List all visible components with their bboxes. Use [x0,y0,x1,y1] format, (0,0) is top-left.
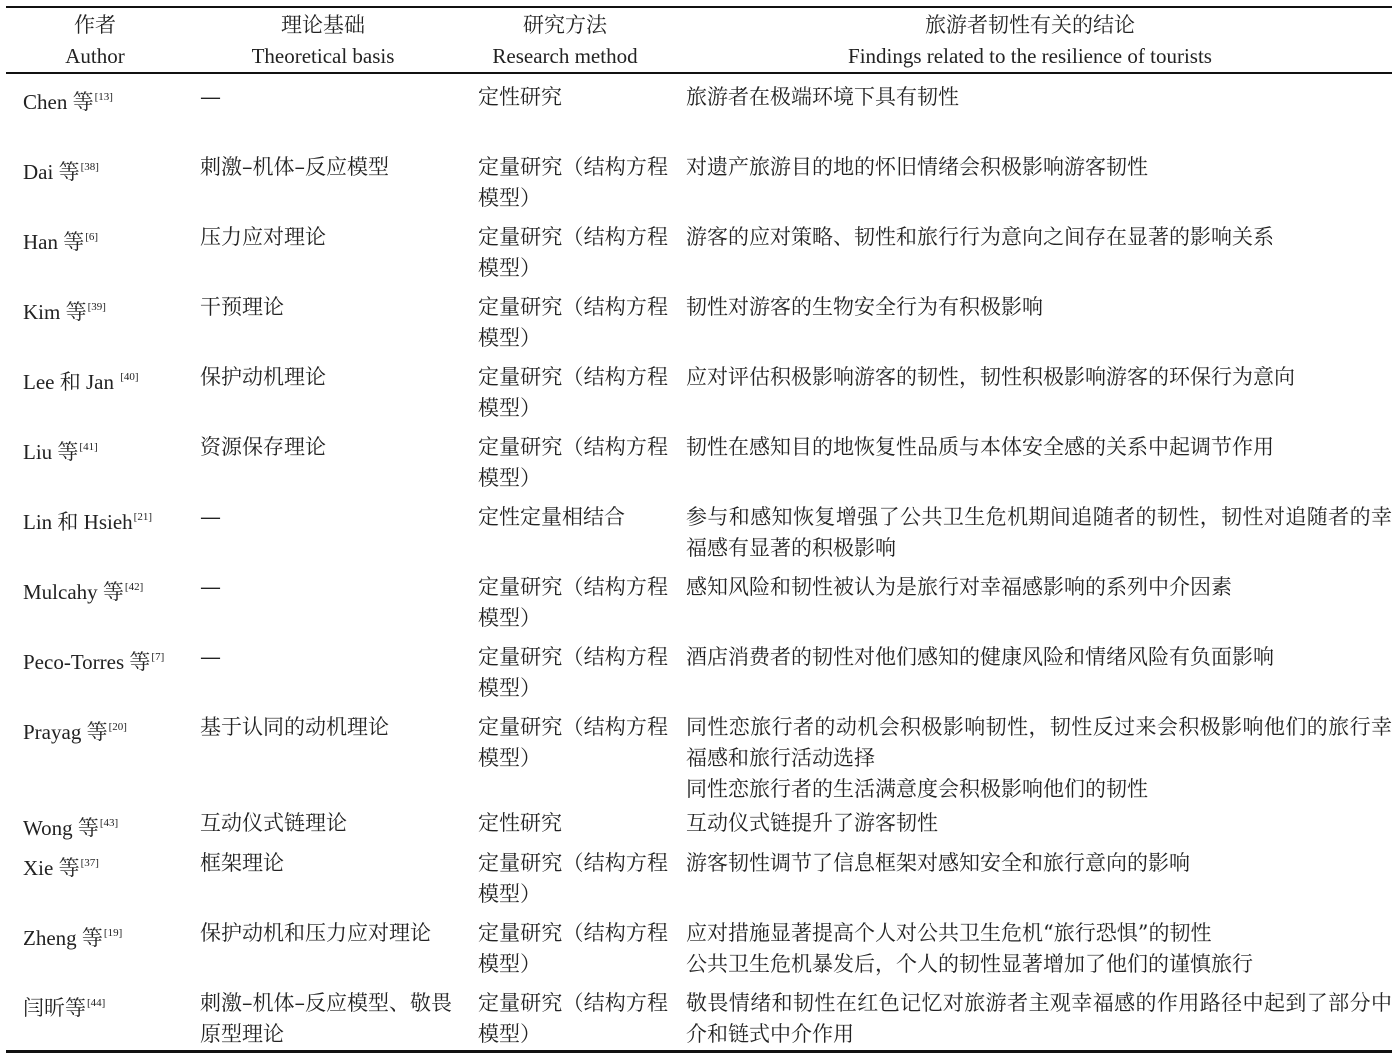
method-cell: 定量研究（结构方程模型） [478,435,668,490]
theory-cell: — [200,505,221,529]
author-name: Mulcahy 等 [23,580,124,604]
method-cell: 定量研究（结构方程模型） [478,365,668,420]
finding-item: 同性恋旅行者的动机会积极影响韧性，韧性反过来会积极影响他们的旅行幸福感和旅行活动选择 [686,715,1392,770]
header-cn: 研究方法 [523,13,607,37]
author-cell [23,848,99,884]
author-cell [23,222,98,258]
theory-cell: 刺激–机体–反应模型、敬畏原型理论 [200,991,452,1046]
citation-ref: [6] [85,231,99,243]
findings-cell [686,988,1392,1050]
author-name: Lin 和 Hsieh [23,510,133,534]
author-cell [23,502,152,538]
author-name: Zheng 等 [23,926,103,950]
theory-cell: 基于认同的动机理论 [200,715,389,739]
header-en: Author [65,44,125,68]
header-en: Research method [492,44,638,68]
author-name: Kim 等 [23,300,87,324]
finding-item: 对遗产旅游目的地的怀旧情绪会积极影响游客韧性 [686,155,1148,179]
finding-item: 参与和感知恢复增强了公共卫生危机期间追随者的韧性，韧性对追随者的幸福感有显著的积极影响 [686,505,1392,560]
findings-cell [686,82,1392,113]
theory-cell: 刺激–机体–反应模型 [200,155,389,179]
method-cell: 定性定量相结合 [478,505,625,529]
citation-ref: [37] [80,857,99,869]
finding-item: 公共卫生危机暴发后，个人的韧性显著增加了他们的谨慎旅行 [686,952,1253,976]
method-cell: 定量研究（结构方程模型） [478,575,668,630]
theory-cell: 框架理论 [200,851,284,875]
findings-cell [686,848,1392,879]
citation-ref: [42] [124,581,144,593]
findings-cell [686,712,1392,805]
finding-item: 同性恋旅行者的生活满意度会积极影响他们的韧性 [686,777,1148,801]
theory-cell: 资源保存理论 [200,435,326,459]
method-cell: 定量研究（结构方程模型） [478,225,668,280]
citation-ref: [43] [99,817,119,829]
author-name: Wong 等 [23,816,99,840]
findings-cell [686,808,1392,839]
finding-item: 感知风险和韧性被认为是旅行对幸福感影响的系列中介因素 [686,575,1232,599]
finding-item: 应对措施显著提高个人对公共卫生危机“旅行恐惧”的韧性 [686,921,1212,945]
header-cn: 作者 [74,13,116,37]
table-bottom-rule [6,1050,1392,1053]
findings-cell [686,152,1392,183]
author-name: Xie 等 [23,856,80,880]
findings-cell [686,502,1392,564]
citation-ref: [44] [87,997,106,1009]
author-cell [23,988,105,1024]
findings-cell [686,642,1392,673]
author-cell [23,808,118,844]
author-cell [23,152,99,188]
citation-ref: [13] [94,91,113,103]
findings-cell [686,292,1392,323]
author-name: Dai 等 [23,160,80,184]
finding-item: 敬畏情绪和韧性在红色记忆对旅游者主观幸福感的作用路径中起到了部分中介和链式中介作用 [686,991,1392,1046]
findings-cell [686,918,1392,980]
theory-cell: 互动仪式链理论 [200,811,347,835]
method-cell: 定量研究（结构方程模型） [478,715,668,770]
author-cell [23,432,98,468]
finding-item: 旅游者在极端环境下具有韧性 [686,85,959,109]
citation-ref: [39] [87,301,106,313]
method-cell: 定量研究（结构方程模型） [478,645,668,700]
findings-cell [686,362,1392,393]
citation-ref: [21] [133,511,152,523]
theory-cell: 保护动机理论 [200,365,326,389]
author-name: Prayag 等 [23,720,108,744]
author-name: Chen 等 [23,90,94,114]
method-cell: 定性研究 [478,85,562,109]
finding-item: 韧性对游客的生物安全行为有积极影响 [686,295,1043,319]
method-cell: 定性研究 [478,811,562,835]
author-cell [23,362,139,398]
findings-cell [686,222,1392,253]
findings-cell [686,572,1392,603]
author-cell [23,572,143,608]
theory-cell: — [200,645,221,669]
author-name: Lee 和 Jan [23,370,120,394]
citation-ref: [40] [120,371,139,383]
theory-cell: 压力应对理论 [200,225,326,249]
citation-ref: [38] [80,161,99,173]
method-cell: 定量研究（结构方程模型） [478,851,668,906]
table-top-rule [6,6,1392,8]
header-en: Theoretical basis [251,44,395,68]
method-cell: 定量研究（结构方程模型） [478,921,668,976]
finding-item: 酒店消费者的韧性对他们感知的健康风险和情绪风险有负面影响 [686,645,1274,669]
author-cell [23,642,164,678]
theory-cell: — [200,85,221,109]
author-cell [23,712,127,748]
finding-item: 韧性在感知目的地恢复性品质与本体安全感的关系中起调节作用 [686,435,1274,459]
header-cn: 理论基础 [281,13,365,37]
author-name: Peco-Torres 等 [23,650,151,674]
citation-ref: [19] [103,927,123,939]
finding-item: 游客韧性调节了信息框架对感知安全和旅行意向的影响 [686,851,1190,875]
findings-cell [686,432,1392,463]
author-name: Han 等 [23,230,85,254]
finding-item: 互动仪式链提升了游客韧性 [686,811,938,835]
author-cell [23,292,106,328]
author-cell [23,918,122,954]
theory-cell: — [200,575,221,599]
column-header-findings [670,10,1390,72]
column-header-theory [200,10,446,72]
author-name: Liu 等 [23,440,79,464]
method-cell: 定量研究（结构方程模型） [478,991,668,1046]
theory-cell: 保护动机和压力应对理论 [200,921,431,945]
method-cell: 定量研究（结构方程模型） [478,295,668,350]
author-name: 闫昕等 [23,996,86,1020]
citation-ref: [20] [108,721,127,733]
method-cell: 定量研究（结构方程模型） [478,155,668,210]
theory-cell: 干预理论 [200,295,284,319]
citation-ref: [7] [151,651,165,663]
finding-item: 游客的应对策略、韧性和旅行行为意向之间存在显著的影响关系 [686,225,1274,249]
table-header-rule [6,72,1392,74]
header-en: Findings related to the resilience of tourists [848,44,1212,68]
column-header-method [470,10,660,72]
column-header-author [0,10,190,72]
author-cell [23,82,113,118]
citation-ref: [41] [79,441,98,453]
header-cn: 旅游者韧性有关的结论 [925,13,1135,37]
finding-item: 应对评估积极影响游客的韧性，韧性积极影响游客的环保行为意向 [686,365,1295,389]
